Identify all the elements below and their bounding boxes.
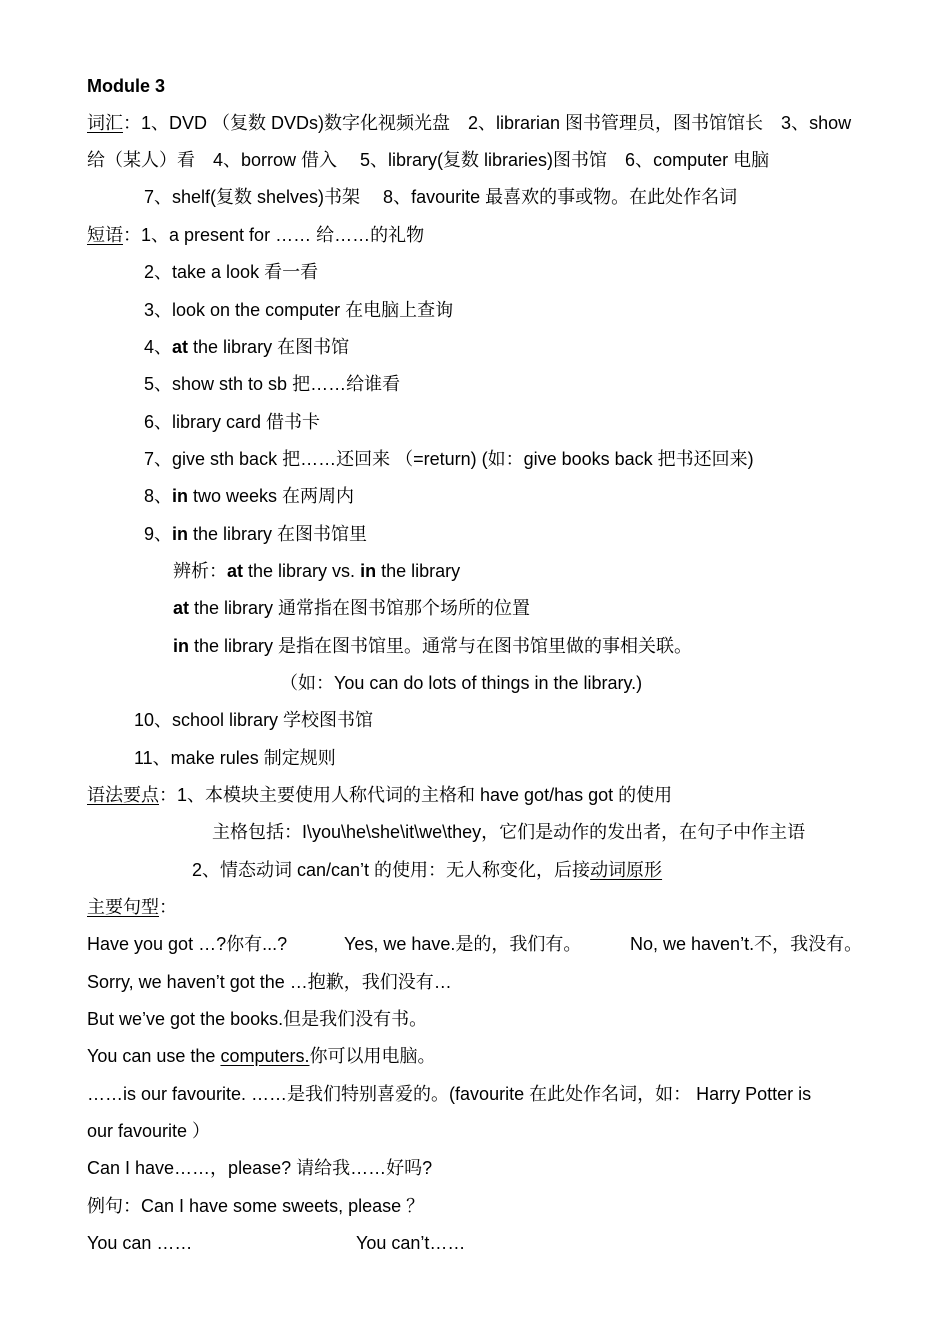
sentence-1b: Yes, we have.是的，我们有。 bbox=[344, 934, 582, 954]
grammar-label: 语法要点 bbox=[87, 785, 159, 805]
sentence-9b: You can’t…… bbox=[356, 1233, 466, 1253]
phrase-item-5: 5、show sth to sb 把……给谁看 bbox=[144, 374, 401, 394]
analysis-example: （如：You can do lots of things in the library.) bbox=[280, 673, 643, 693]
sentence-5: ……is our favourite. ……是我们特别喜爱的。(favourite 在此处作名词，如： Harry Potter is bbox=[87, 1084, 812, 1104]
analysis-at-note: at the library 通常指在图书馆那个场所的位置 bbox=[173, 598, 531, 618]
sentences-heading: 主要句型： bbox=[87, 897, 177, 917]
sentence-8: 例句：Can I have some sweets, please ？ bbox=[87, 1196, 425, 1216]
phrase-item-3: 3、look on the computer 在电脑上查询 bbox=[144, 300, 454, 320]
phrase-item-10: 10、school library 学校图书馆 bbox=[134, 710, 374, 730]
phrase-item-11: 11、make rules 制定规则 bbox=[134, 748, 336, 768]
phrase-item-4: 4、at the library 在图书馆 bbox=[144, 337, 350, 357]
phrase-item-8: 8、in two weeks 在两周内 bbox=[144, 486, 355, 506]
analysis-line: 辨析：at the library vs. in the library bbox=[173, 561, 461, 581]
phrase-item-7: 7、give sth back 把……还回来 （=return) (如：give books back 把书还回来) bbox=[144, 449, 754, 469]
sentence-3: But we’ve got the books.但是我们没有书。 bbox=[87, 1009, 428, 1029]
analysis-in-note: in the library 是指在图书馆里。通常与在图书馆里做的事相关联。 bbox=[173, 636, 693, 656]
sentence-1a: Have you got …?你有...? bbox=[87, 934, 288, 954]
phrase-item-6: 6、library card 借书卡 bbox=[144, 412, 321, 432]
vocab-label: 词汇 bbox=[87, 113, 123, 133]
sentence-2: Sorry, we haven’t got the …抱歉，我们没有… bbox=[87, 972, 452, 992]
vocab-line-1 bbox=[87, 111, 851, 135]
phrase-item-1: 短语：1、a present for …… 给……的礼物 bbox=[87, 225, 425, 245]
sentence-1c: No, we haven’t.不，我没有。 bbox=[630, 934, 863, 954]
vocab-line-2: 给（某人）看 4、borrow 借入 5、library(复数 libraries)图书馆 6、computer 电脑 bbox=[87, 150, 770, 170]
module-title: Module 3 bbox=[87, 76, 166, 96]
sentence-7: Can I have……，please? 请给我……好吗? bbox=[87, 1158, 433, 1178]
sentence-6: our favourite ） bbox=[87, 1121, 211, 1141]
phrases-label: 短语 bbox=[87, 225, 123, 245]
sentence-9a: You can …… bbox=[87, 1233, 193, 1253]
vocab-text-1: ：1、DVD （复数 DVDs)数字化视频光盘 2、librarian 图书管理员，图书馆馆长 3、show bbox=[123, 113, 852, 133]
sentences-label: 主要句型 bbox=[87, 897, 159, 917]
phrase-item-9: 9、in the library 在图书馆里 bbox=[144, 524, 368, 544]
phrase-item-2: 2、take a look 看一看 bbox=[144, 262, 319, 282]
grammar-line-3: 2、情态动词 can/can’t 的使用：无人称变化，后接动词原形 bbox=[192, 860, 663, 880]
vocab-line-3: 7、shelf(复数 shelves)书架 8、favourite 最喜欢的事或物。在此处作名词 bbox=[144, 187, 738, 207]
grammar-line-1: 语法要点：1、本模块主要使用人称代词的主格和 have got/has got 的使用 bbox=[87, 785, 673, 805]
grammar-line-2: 主格包括：I\you\he\she\it\we\they，它们是动作的发出者，在句子中作主语 bbox=[212, 822, 806, 842]
sentence-4: You can use the computers.你可以用电脑。 bbox=[87, 1046, 436, 1066]
